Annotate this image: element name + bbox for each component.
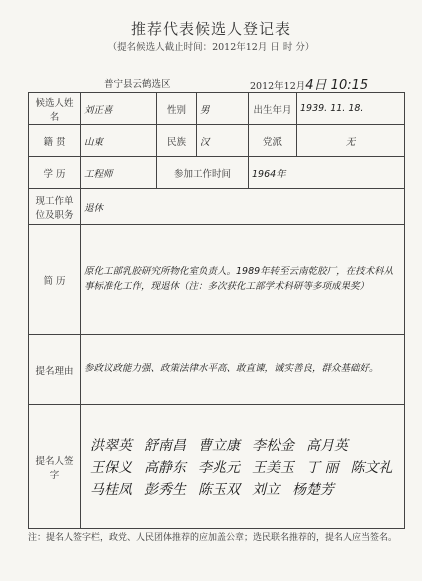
value-gender: 男 — [197, 93, 249, 125]
signer-name: 李兆元 — [198, 459, 240, 476]
label-current-job: 现工作单位及职务 — [29, 189, 81, 225]
district-name: 普宁县云鹤选区 — [104, 79, 171, 90]
label-birth: 出生年月 — [249, 93, 297, 125]
date-prefix: 2012年12月 — [250, 81, 306, 92]
value-resume: 原化工部乳胶研究所物化室负责人。1989年转至云南乾胶厂，在技术科从事标准化工作，现退休（注：多次获化工部学术科研等多项成果奖） — [81, 225, 405, 335]
value-education: 工程师 — [81, 157, 157, 189]
date-handwritten: 4日 10:15 — [305, 78, 369, 93]
signer-name: 高静东 — [144, 459, 186, 476]
label-education: 学 历 — [29, 157, 81, 189]
label-resume: 简 历 — [29, 225, 81, 335]
signers-list — [84, 431, 401, 503]
signer-name: 高月英 — [306, 437, 348, 454]
label-party: 党派 — [249, 125, 297, 157]
signer-name: 舒南昌 — [144, 437, 186, 454]
value-birth: 1939. 11. 18. — [297, 93, 405, 125]
signer-name: 刘立 — [252, 481, 280, 498]
signer-name: 洪翠英 — [90, 437, 132, 454]
signer-name: 王保义 — [90, 459, 132, 476]
form-subtitle: （提名候选人截止时间：2012年12月 日 时 分） — [107, 42, 315, 53]
signer-name: 丁 丽 — [306, 459, 339, 476]
signer-name: 王美玉 — [252, 459, 294, 476]
signer-name: 曹立康 — [198, 437, 240, 454]
signer-name: 陈玉双 — [198, 481, 240, 498]
submission-date — [250, 74, 368, 93]
value-name: 刘正喜 — [81, 93, 157, 125]
value-native-place: 山東 — [81, 125, 157, 157]
value-work-start: 1964年 — [249, 157, 405, 189]
label-work-start: 参加工作时间 — [157, 157, 249, 189]
value-ethnicity: 汉 — [197, 125, 249, 157]
signer-name: 杨楚芳 — [292, 481, 334, 498]
value-party: 无 — [297, 125, 405, 157]
value-reason: 参政议政能力强、政策法律水平高、敢直谏，诚实善良，群众基础好。 — [81, 335, 405, 405]
form-title: 推荐代表候选人登记表 — [130, 20, 291, 38]
label-native-place: 籍 贯 — [29, 125, 81, 157]
label-signers: 提名人签字 — [29, 405, 81, 529]
label-reason: 提名理由 — [29, 335, 81, 405]
label-name: 候选人姓名 — [29, 93, 81, 125]
value-current-job: 退休 — [81, 189, 405, 225]
label-gender: 性别 — [157, 93, 197, 125]
signer-name: 彭秀生 — [144, 481, 186, 498]
label-ethnicity: 民族 — [157, 125, 197, 157]
signer-name: 李松金 — [252, 437, 294, 454]
signers-cell — [81, 405, 405, 529]
signer-name: 陈文礼 — [350, 459, 393, 476]
footer-note: 注：提名人签字栏，政党、人民团体推荐的应加盖公章；选民联名推荐的，提名人应当签名。 — [28, 533, 398, 543]
registration-table — [28, 92, 405, 529]
signer-name: 马桂凤 — [90, 481, 132, 498]
